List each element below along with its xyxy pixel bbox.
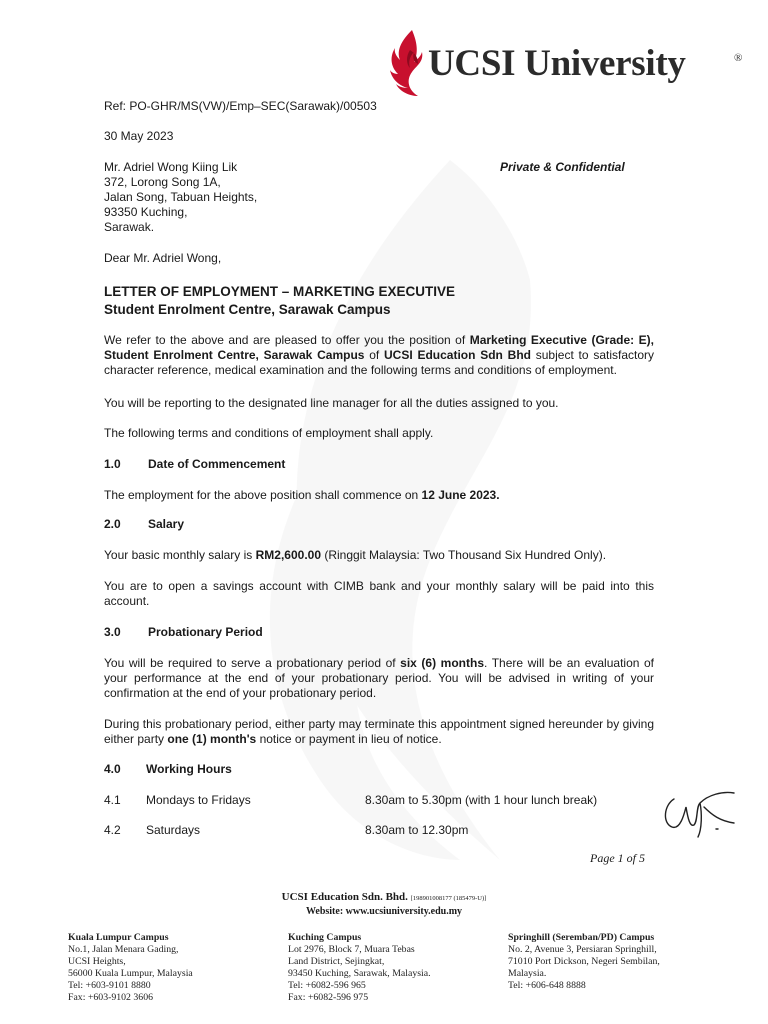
campus-line: No.1, Jalan Menara Gading, [68,944,179,955]
termination-text: During this probationary period, either party may terminate this appointment signed hereunder by giving either party [104,717,654,746]
campus-line: 71010 Port Dickson, Negeri Sembilan, [508,956,660,967]
commencement-text: The employment for the above position shall commence on [104,488,422,502]
section-heading: Probationary Period [148,625,263,639]
intro-text: subject to satisfactory character reference, medical examination and the following terms and conditions of employment. [104,348,654,377]
registered-mark: ® [734,52,743,64]
hours-item-value: 8.30am to 12.30pm [365,823,469,837]
termination-paragraph [104,717,654,747]
salary-amount: RM2,600.00 [255,548,321,562]
hours-item-value: 8.30am to 5.30pm (with 1 hour lunch break) [365,793,598,807]
campus-kuching [288,932,431,1004]
campus-springhill [508,932,660,992]
address-line: Mr. Adriel Wong Kiing Lik [104,160,238,174]
campus-line: Tel: +603-9101 8880 [68,980,151,991]
probation-text: You will be required to serve a probationary period of [104,656,401,670]
footer-company-name: UCSI Education Sdn. Bhd. [281,891,408,903]
intro-text: We refer to the above and are pleased to offer you the position of [104,333,470,347]
company-name: UCSI Education Sdn Bhd [384,348,531,362]
signature-initial-icon [660,785,740,840]
section-number: 2.0 [104,517,121,531]
bank-paragraph: You are to open a savings account with CIMB bank and your monthly salary will be paid into this account. [104,579,654,608]
flame-logo-icon [388,28,432,98]
section-number: 4.0 [104,762,121,776]
campus-line: Fax: +6082-596 975 [288,992,369,1003]
intro-paragraph [104,333,654,378]
campus-line: 93450 Kuching, Sarawak, Malaysia. [288,968,431,979]
intro-text: of [364,348,385,362]
campus-line: Land District, Sejingkat, [288,956,385,967]
notice-period: one (1) month's [167,732,257,746]
commencement-date: 12 June 2023. [421,488,500,502]
campus-line: Malaysia. [508,968,547,979]
campus-line: No. 2, Avenue 3, Persiaran Springhill, [508,944,657,955]
page-number: Page 1 of 5 [590,851,645,865]
campus-name: Kuala Lumpur Campus [68,932,169,943]
address-line: 93350 Kuching, [104,205,188,219]
section-number: 3.0 [104,625,121,639]
position-title: Marketing Executive (Grade: E), Student Enrolment Centre, Sarawak Campus [104,333,654,362]
letter-subtitle: Student Enrolment Centre, Sarawak Campus [104,302,391,317]
campus-line: UCSI Heights, [68,956,126,967]
hours-item-number: 4.2 [104,823,121,837]
address-line: Sarawak. [104,220,155,234]
terms-paragraph: The following terms and conditions of employment shall apply. [104,426,434,440]
section-heading: Working Hours [146,762,232,776]
campus-name: Springhill (Seremban/PD) Campus [508,932,655,943]
salutation: Dear Mr. Adriel Wong, [104,251,222,265]
termination-text: notice or payment in lieu of notice. [256,732,442,746]
hours-item-label: Saturdays [146,823,201,837]
salary-text: (Ringgit Malaysia: Two Thousand Six Hundred Only). [321,548,607,562]
campus-line: Lot 2976, Block 7, Muara Tebas [288,944,415,955]
campus-line: Tel: +6082-596 965 [288,980,366,991]
salary-paragraph [104,548,654,563]
hours-item-label: Mondays to Fridays [146,793,251,807]
commencement-paragraph [104,488,654,503]
hours-item-number: 4.1 [104,793,121,807]
letter-date: 30 May 2023 [104,129,174,143]
campus-line: Fax: +603-9102 3606 [68,992,153,1003]
confidential-label: Private & Confidential [500,160,625,174]
footer-company [0,891,768,903]
address-line: 372, Lorong Song 1A, [104,175,221,189]
reference-number: Ref: PO-GHR/MS(VW)/Emp–SEC(Sarawak)/00503 [104,99,377,113]
brand-name: UCSI University [428,43,686,84]
section-heading: Date of Commencement [148,457,286,471]
address-line: Jalan Song, Tabuan Heights, [104,190,258,204]
watermark-flame-icon [200,160,620,860]
section-number: 1.0 [104,457,121,471]
campus-line: Tel: +606-648 8888 [508,980,586,991]
reporting-paragraph: You will be reporting to the designated line manager for all the duties assigned to you. [104,396,559,410]
section-heading: Salary [148,517,185,531]
campus-kuala-lumpur [68,932,193,1004]
campus-name: Kuching Campus [288,932,362,943]
probation-duration: six (6) months [400,656,484,670]
campus-line: 56000 Kuala Lumpur, Malaysia [68,968,193,979]
letter-title: LETTER OF EMPLOYMENT – MARKETING EXECUTIVE [104,284,456,299]
footer-website: Website: www.ucsiuniversity.edu.my [305,906,463,917]
salary-text: Your basic monthly salary is [104,548,256,562]
probation-paragraph [104,656,654,701]
probation-text: . There will be an evaluation of your performance at the end of your probationary period. You will be advised in writing of your confirmation at the end of your probationary period. [104,656,654,700]
footer-company-reg: [198901008177 (185479-U)] [410,895,487,902]
university-logo [388,28,748,108]
